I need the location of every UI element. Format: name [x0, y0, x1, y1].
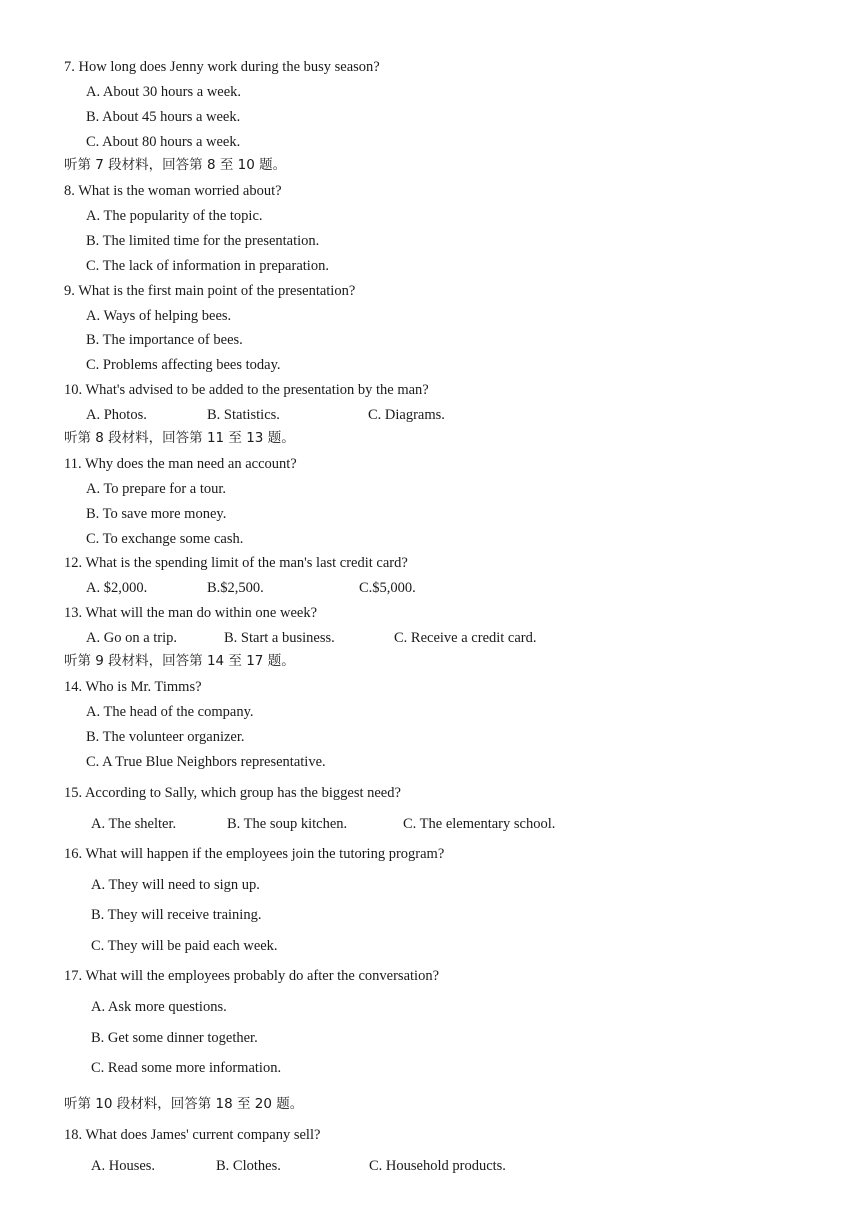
answer-option: A. Ways of helping bees.	[86, 308, 232, 324]
answer-option: A. The shelter.	[91, 816, 177, 832]
answer-option: C. A True Blue Neighbors representative.	[86, 754, 326, 770]
question-text: 12. What is the spending limit of the man's last credit card?	[64, 555, 408, 571]
answer-option: B. They will receive training.	[91, 907, 262, 923]
answer-option: B. Clothes.	[216, 1158, 281, 1174]
question-text: 10. What's advised to be added to the presentation by the man?	[64, 382, 429, 398]
answer-option: A. They will need to sign up.	[91, 877, 260, 893]
answer-option: C. The lack of information in preparation.	[86, 258, 329, 274]
answer-option: A. About 30 hours a week.	[86, 84, 242, 100]
answer-option: B. To save more money.	[86, 506, 227, 522]
question-text: 13. What will the man do within one week?	[64, 605, 318, 621]
answer-option: A. Houses.	[91, 1158, 156, 1174]
answer-option: B. About 45 hours a week.	[86, 109, 241, 125]
question-text: 17. What will the employees probably do after the conversation?	[64, 968, 440, 984]
answer-option: A. Go on a trip.	[86, 630, 178, 646]
answer-option: C. Household products.	[369, 1158, 506, 1174]
question-text: 15. According to Sally, which group has the biggest need?	[64, 785, 401, 801]
answer-option: C. To exchange some cash.	[86, 531, 244, 547]
answer-option: C. Diagrams.	[368, 407, 445, 423]
answer-option: C. The elementary school.	[403, 816, 556, 832]
answer-option: B. Start a business.	[224, 630, 335, 646]
section-instruction: 听第 7 段材料，回答第 8 至 10 题。	[64, 157, 287, 173]
answer-option: B. The soup kitchen.	[227, 816, 348, 832]
answer-option: A. Ask more questions.	[91, 999, 227, 1015]
answer-option: C.$5,000.	[359, 580, 416, 596]
question-text: 14. Who is Mr. Timms?	[64, 679, 202, 695]
question-text: 8. What is the woman worried about?	[64, 183, 282, 199]
answer-option: A. The popularity of the topic.	[86, 208, 263, 224]
answer-option: C. They will be paid each week.	[91, 938, 278, 954]
question-text: 16. What will happen if the employees join the tutoring program?	[64, 846, 445, 862]
question-text: 18. What does James' current company sell?	[64, 1127, 321, 1143]
answer-option: A. The head of the company.	[86, 704, 254, 720]
answer-option: C. About 80 hours a week.	[86, 134, 241, 150]
question-text: 7. How long does Jenny work during the busy season?	[64, 59, 380, 75]
answer-option: B. Get some dinner together.	[91, 1030, 258, 1046]
section-instruction: 听第 9 段材料，回答第 14 至 17 题。	[64, 653, 295, 669]
answer-option: B. The volunteer organizer.	[86, 729, 245, 745]
section-instruction: 听第 8 段材料，回答第 11 至 13 题。	[64, 430, 295, 446]
answer-option: B. Statistics.	[207, 407, 280, 423]
answer-option: A. Photos.	[86, 407, 147, 423]
answer-option: B. The importance of bees.	[86, 332, 243, 348]
question-text: 9. What is the first main point of the presentation?	[64, 283, 356, 299]
question-text: 11. Why does the man need an account?	[64, 456, 297, 472]
answer-option: C. Read some more information.	[91, 1060, 282, 1076]
answer-option: B.$2,500.	[207, 580, 264, 596]
answer-option: B. The limited time for the presentation.	[86, 233, 320, 249]
section-instruction: 听第 10 段材料，回答第 18 至 20 题。	[64, 1096, 304, 1112]
answer-option: A. $2,000.	[86, 580, 148, 596]
answer-option: C. Problems affecting bees today.	[86, 357, 281, 373]
answer-option: A. To prepare for a tour.	[86, 481, 227, 497]
answer-option: C. Receive a credit card.	[394, 630, 537, 646]
